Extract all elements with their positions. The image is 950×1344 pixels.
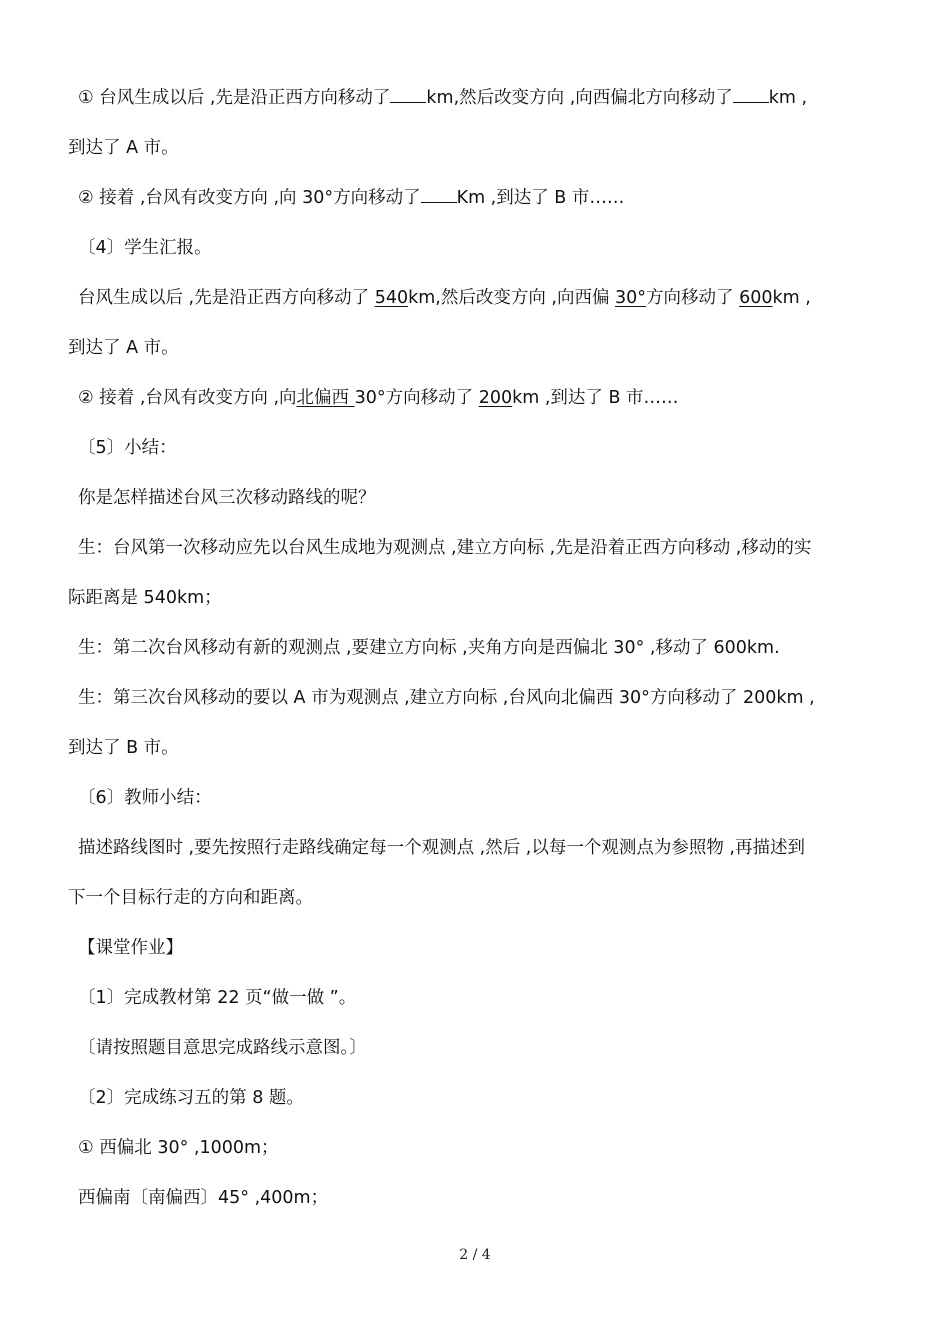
section-heading: 【课堂作业】 [78, 938, 183, 958]
text-line: ① 西偏北 30° ,1000m； [78, 1138, 279, 1158]
text: ② 接着 ,台风有改变方向 ,向 [78, 388, 297, 408]
text-line [78, 386, 679, 410]
underlined-answer: 600 [739, 288, 773, 308]
text-line [78, 186, 624, 210]
text-line: 到达了 B 市。 [68, 738, 179, 758]
text-line: 〔请按照题目意思完成路线示意图。〕 [78, 1038, 367, 1058]
underlined-answer: 540 [374, 288, 409, 308]
text-line: 描述路线图时 ,要先按照行走路线确定每一个观测点 ,然后 ,以每一个观测点为参照物 ,再描述到 [78, 838, 805, 858]
text-line: 生：第三次台风移动的要以 A 市为观测点 ,建立方向标 ,台风向北偏西 30°方向移动了 200km , [78, 688, 815, 708]
text-line: 〔2〕完成练习五的第 8 题。 [78, 1088, 304, 1108]
page-number: 2 / 4 [459, 1247, 491, 1263]
text: Km ,到达了 B 市…… [456, 188, 625, 208]
text: km , [772, 288, 811, 308]
underlined-answer: 30° [615, 288, 647, 308]
text: km , [768, 88, 808, 108]
text-line [78, 286, 811, 310]
fill-blank [733, 86, 769, 103]
text-line: 生：第二次台风移动有新的观测点 ,要建立方向标 ,夹角方向是西偏北 30° ,移动了 600km. [78, 638, 780, 658]
text: km ,到达了 B 市…… [512, 388, 679, 408]
text-line [78, 86, 807, 110]
text: 方向移动了 [646, 288, 740, 308]
text-line: 生：台风第一次移动应先以台风生成地为观测点 ,建立方向标 ,先是沿着正西方向移动 ,移动的实 [78, 538, 812, 558]
text-line: 到达了 A 市。 [68, 338, 179, 358]
section-heading: 〔4〕学生汇报。 [78, 238, 212, 258]
text-line: 〔1〕完成教材第 22 页“做一做 ”。 [78, 988, 357, 1008]
text-line: 你是怎样描述台风三次移动路线的呢？ [78, 488, 376, 508]
text-line: 下一个目标行走的方向和距离。 [68, 888, 313, 908]
text: km,然后改变方向 ,向西偏北方向移动了 [426, 88, 733, 108]
text: 台风生成以后 ,先是沿正西方向移动了 [78, 288, 375, 308]
fill-blank [390, 86, 426, 103]
text-line: 际距离是 540km； [68, 588, 222, 608]
section-heading: 〔5〕小结： [78, 438, 177, 458]
text-line: 西偏南〔南偏西〕45° ,400m； [78, 1188, 329, 1208]
underlined-answer: 北偏西 [296, 388, 355, 408]
text: ② 接着 ,台风有改变方向 ,向 30°方向移动了 [78, 188, 421, 208]
text-line: 到达了 A 市。 [68, 138, 179, 158]
section-heading: 〔6〕教师小结： [78, 788, 212, 808]
underlined-answer: 200 [478, 388, 513, 408]
text: 30°方向移动了 [354, 388, 479, 408]
text: km,然后改变方向 ,向西偏 [408, 288, 616, 308]
fill-blank [421, 186, 457, 203]
text: ① 台风生成以后 ,先是沿正西方向移动了 [78, 88, 391, 108]
